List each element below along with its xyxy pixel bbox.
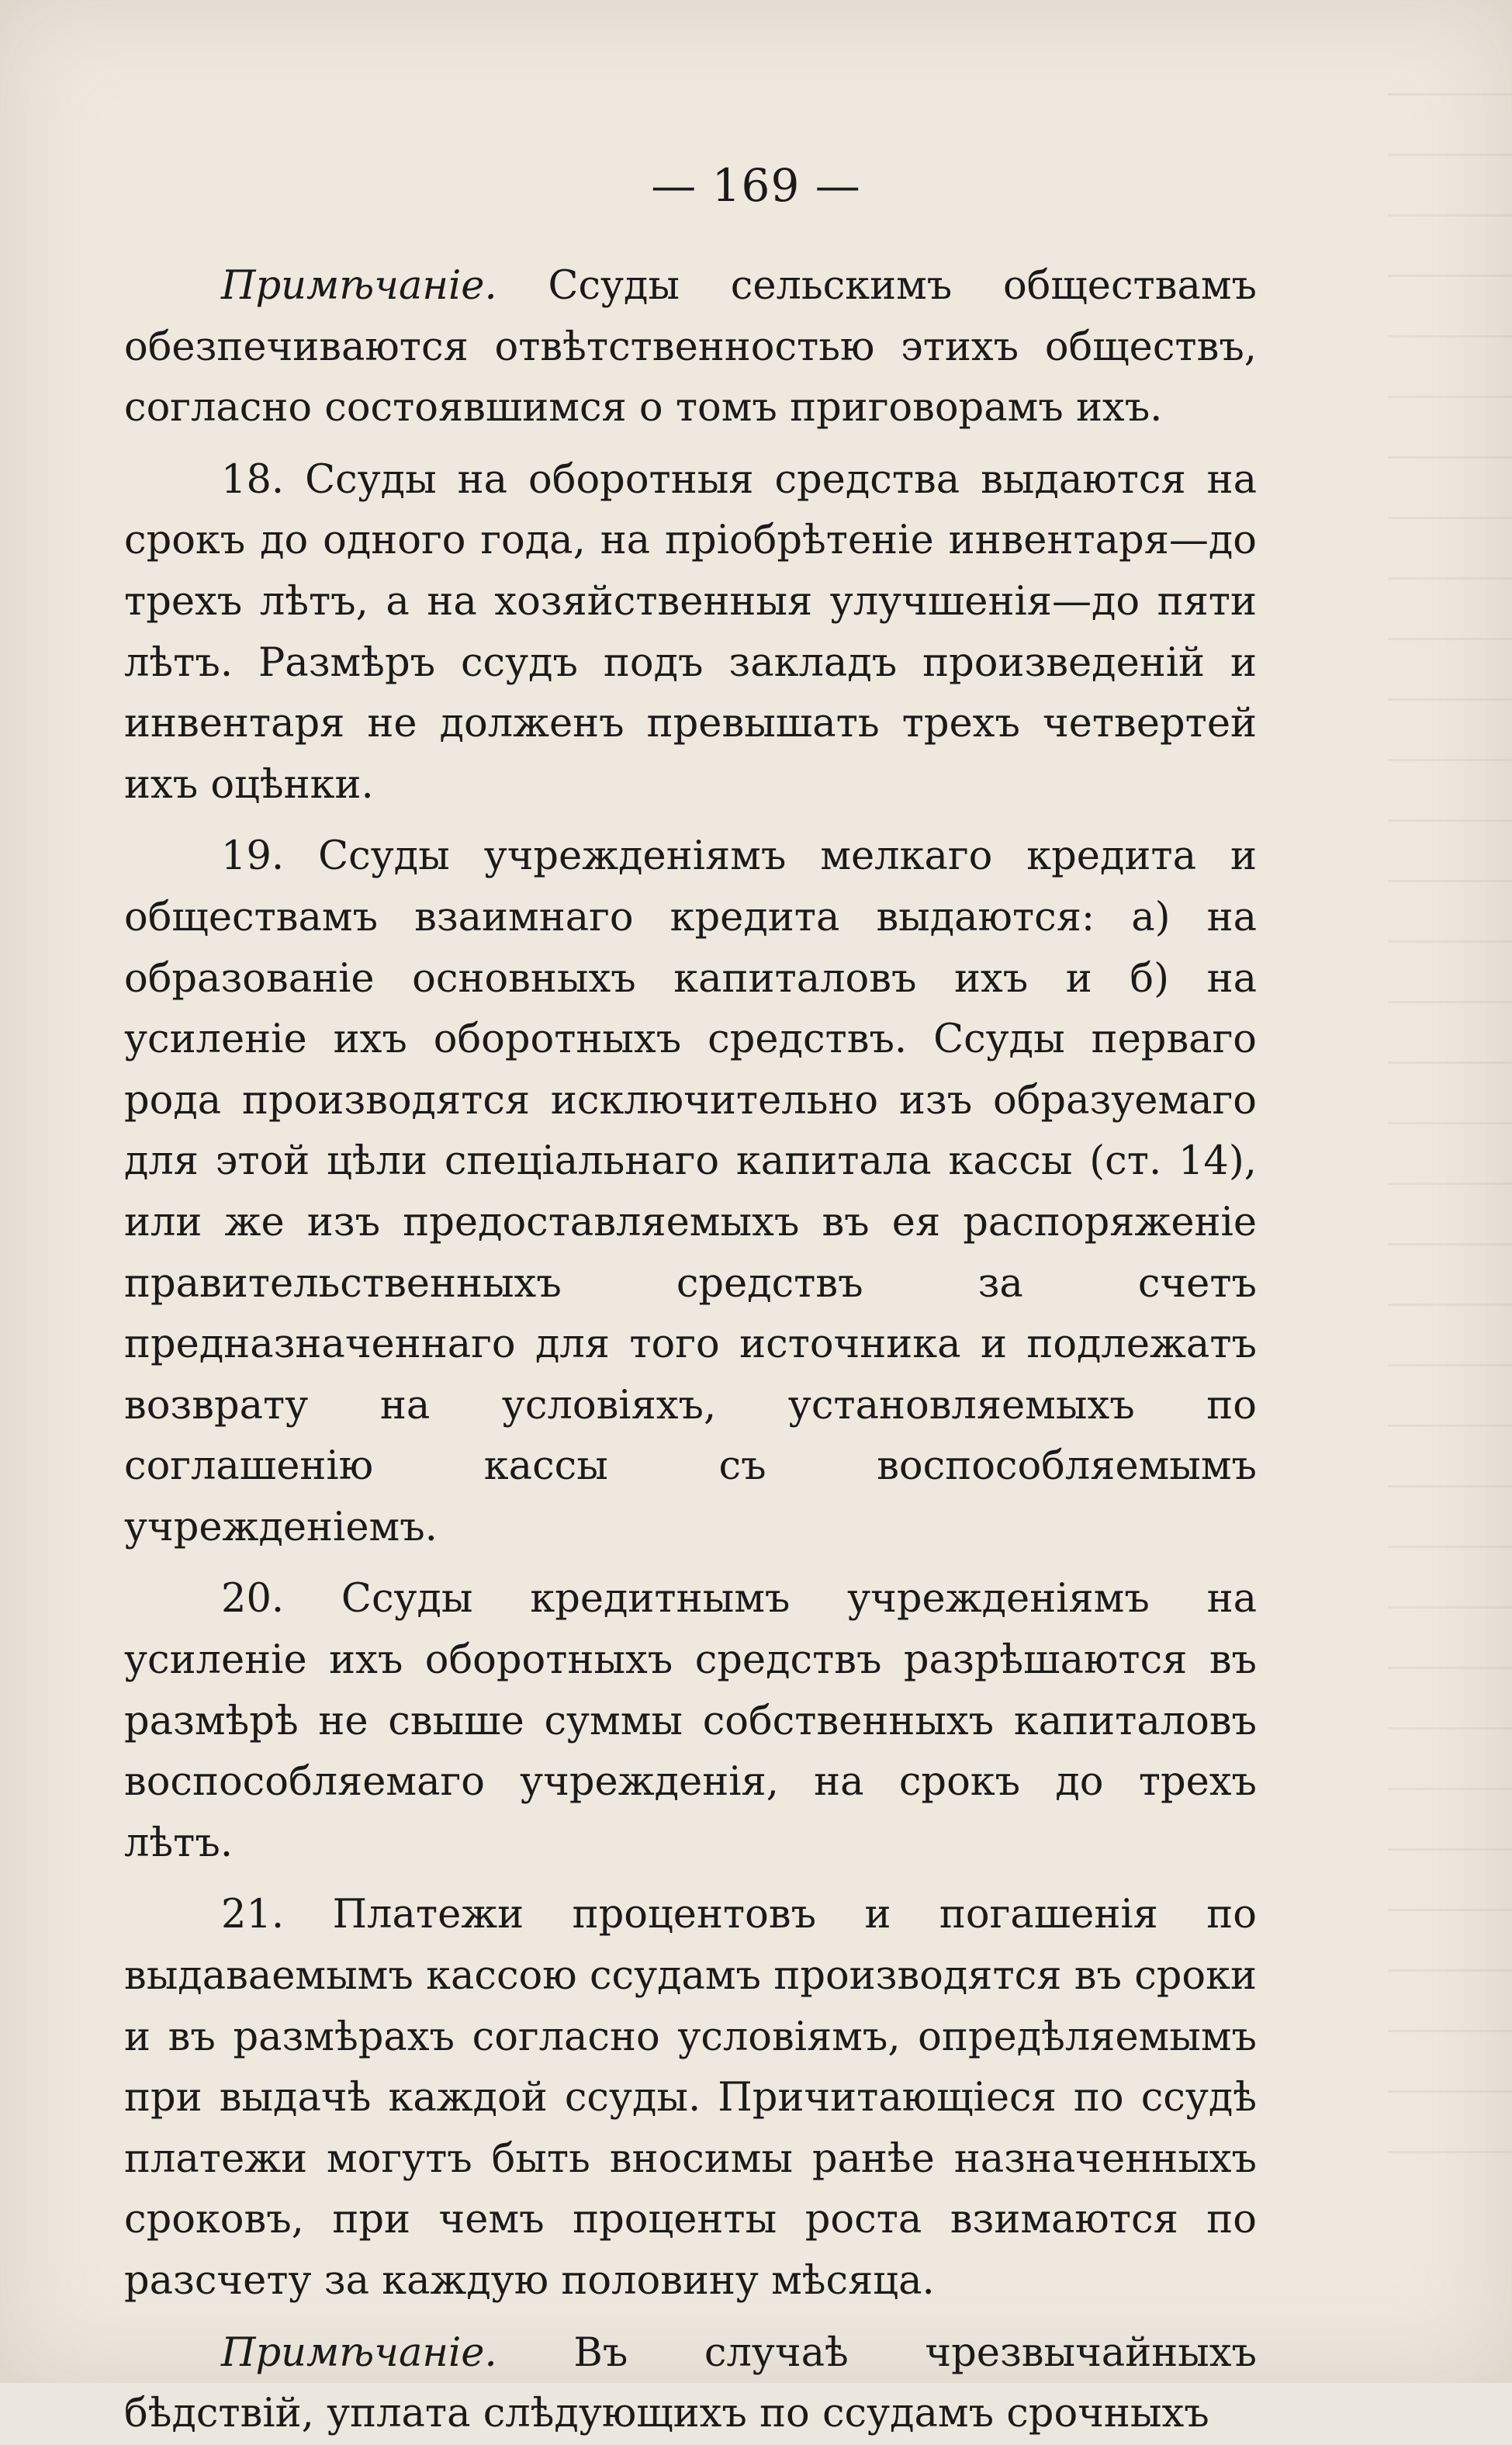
page-body xyxy=(124,256,1257,2445)
article-20-paragraph xyxy=(124,1569,1257,1874)
article-18-paragraph xyxy=(124,450,1257,816)
page-number: — 169 — xyxy=(651,159,861,212)
article-19-paragraph xyxy=(124,826,1257,1558)
paragraph-text: Въ случаѣ чрезвычайныхъ бѣдствій, уплата слѣдующихъ по ссудамъ срочныхъ xyxy=(124,2329,1257,2437)
paragraph-text: 21. Платежи процентовъ и погашенія по выдаваемымъ кассою ссудамъ производятся въ сроки и въ размѣрахъ согласно условіямъ, опредѣляемымъ при выдачѣ каждой ссуды. Причитающіеся по ссудѣ платежи могутъ быть вносимы ранѣе назначенныхъ сроковъ, при чемъ проценты роста взимаются по разсчету за каждую половину мѣсяца. xyxy=(124,1892,1257,2304)
paragraph-text: Ссуды сельскимъ обществамъ обезпечиваются отвѣтственностью этихъ обществъ, согласно состоявшимся о томъ приговорамъ ихъ. xyxy=(124,263,1257,431)
paragraph-text: 18. Ссуды на оборотныя средства выдаются на срокъ до одного года, на пріобрѣтеніе инвентаря—до трехъ лѣтъ, а на хозяйственныя улучшенія—до пяти лѣтъ. Размѣръ ссудъ подъ закладъ произведеній и инвентаря не долженъ превышать трехъ четвертей ихъ оцѣнки. xyxy=(124,456,1257,808)
note-paragraph xyxy=(124,256,1257,439)
show-through-texture xyxy=(1388,93,1512,2188)
note-label: Примѣчаніе. xyxy=(221,2329,497,2376)
paragraph-text: 20. Ссуды кредитнымъ учрежденіямъ на усиленіе ихъ оборотныхъ средствъ разрѣшаются въ размѣрѣ не свыше суммы собственныхъ капиталовъ воспособляемаго учрежденія, на срокъ до трехъ лѣтъ. xyxy=(124,1576,1257,1866)
note-paragraph xyxy=(124,2323,1257,2445)
note-label: Примѣчаніе. xyxy=(221,263,497,309)
article-21-paragraph xyxy=(124,1885,1257,2312)
paragraph-text: 19. Ссуды учрежденіямъ мелкаго кредита и обществамъ взаимнаго кредита выдаются: а) на образованіе основныхъ капиталовъ ихъ и б) на усиленіе ихъ оборотныхъ средствъ. Ссуды перваго рода производятся исключительно изъ образуемаго для этой цѣли спеціальнаго капитала кассы (ст. 14), или же изъ предоставляемыхъ въ ея распоряженіе правительственныхъ средствъ за счетъ предназначеннаго для того источника и подлежатъ возврату на условіяхъ, установляемыхъ по соглашенію кассы съ воспособляемымъ учрежденіемъ. xyxy=(124,833,1257,1550)
